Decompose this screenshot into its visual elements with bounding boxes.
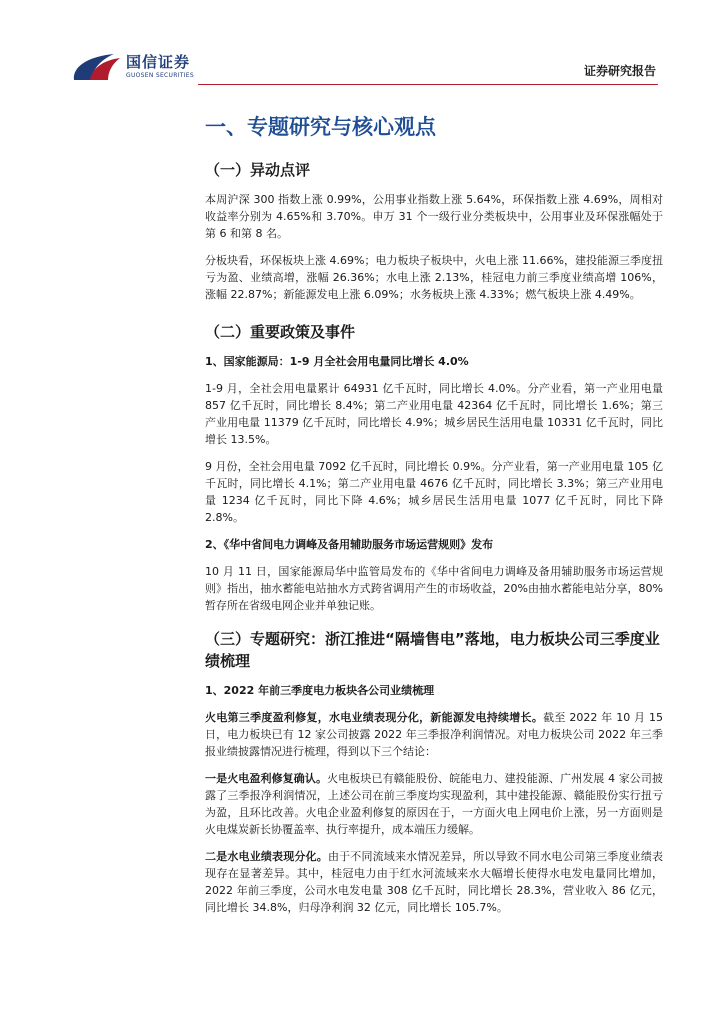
logo-name-cn: 国信证券	[126, 53, 191, 71]
header-divider	[198, 84, 658, 85]
main-title: 一、专题研究与核心观点	[205, 115, 436, 139]
paragraph: 1-9 月，全社会用电量累计 64931 亿千瓦时，同比增长 4.0%。分产业看，第一产业用电量 857 亿千瓦时，同比增长 8.4%；第二产业用电量 42364 亿千瓦时，同比增长 1.6%；第三产业用电量 11379 亿千瓦时，同比增长 4.9%；城乡居民生活用电量 10331 亿千瓦时，同比增长 13.5%。	[205, 382, 663, 446]
key-point: 二是水电业绩表现分化。	[205, 850, 328, 863]
key-point: 一是火电盈利修复确认。	[205, 772, 328, 785]
section-title-anomaly-review: （一）异动点评	[205, 161, 311, 179]
paragraph: 10 月 11 日，国家能源局华中监管局发布的《华中省间电力调峰及备用辅助服务市场运营规则》指出，抽水蓄能电站抽水方式跨省调用产生的市场收益，20%由抽水蓄能电站分享，80%暂存所在省级电网企业并单独记账。	[205, 565, 663, 612]
subsection-title: 1、国家能源局：1-9 月全社会用电量同比增长 4.0%	[205, 355, 469, 368]
company-logo	[70, 50, 200, 86]
paragraph: 本周沪深 300 指数上涨 0.99%，公用事业指数上涨 5.64%，环保指数上涨 4.69%，周相对收益率分别为 4.65%和 3.70%。申万 31 个一级行业分类板块中，公用事业及环保涨幅处于第 6 和第 8 名。	[205, 193, 663, 240]
paragraph-text: 由于不同流域来水情况差异，所以导致不同水电公司第三季度业绩表现存在显著差异。其中，桂冠电力由于红水河流域来水大幅增长使得水电发电量同比增加，2022 年前三季度，公司水电发电量 308 亿千瓦时，同比增长 28.3%，营业收入 86 亿元，同比增长 34.8%，归母净利润 32 亿元，同比增长 105.7%。	[205, 850, 664, 914]
paragraph: 9 月份，全社会用电量 7092 亿千瓦时，同比增长 0.9%。分产业看，第一产业用电量 105 亿千瓦时，同比增长 4.1%；第二产业用电量 4676 亿千瓦时，同比增长 3.3%；第三产业用电量 1234 亿千瓦时，同比下降 4.6%；城乡居民生活用电量 1077 亿千瓦时，同比下降 2.8%。	[205, 460, 663, 524]
subsection-title: 2、《华中省间电力调峰及备用辅助服务市场运营规则》发布	[205, 538, 494, 551]
paragraph-text: 火电板块已有赣能股份、皖能电力、建投能源、广州发展 4 家公司披露了三季报净利润情况，上述公司在前三季度均实现盈利，其中建投能源、赣能股份实行扭亏为盈，且环比改善。火电企业盈利修复的原因在于，一方面火电上网电价上涨，另一方面则是火电煤炭新长协覆盖率、执行率提升，成本端压力缓解。	[205, 772, 663, 836]
paragraph: 分板块看，环保板块上涨 4.69%；电力板块子板块中，火电上涨 11.66%，建投能源三季度扭亏为盈、业绩高增，涨幅 26.36%；水电上涨 2.13%，桂冠电力前三季度业绩高增 106%，涨幅 22.87%；新能源发电上涨 6.09%；水务板块上涨 4.33%；燃气板块上涨 4.49%。	[205, 254, 663, 301]
subsection-title: 1、2022 年前三季度电力板块各公司业绩梳理	[205, 684, 435, 697]
report-type-label: 证券研究报告	[583, 64, 656, 78]
logo-mark-icon	[70, 50, 124, 84]
paragraph	[205, 848, 663, 916]
report-body	[205, 112, 663, 926]
page-header	[0, 0, 724, 90]
logo-name-en: GUOSEN SECURITIES	[126, 72, 195, 79]
section-title-policy-events: （二）重要政策及事件	[205, 323, 356, 341]
section-title-special-research: （三）专题研究：浙江推进“隔墙售电”落地，电力板块公司三季度业绩梳理	[205, 630, 660, 670]
paragraph	[205, 770, 663, 838]
key-point: 火电第三季度盈利修复，水电业绩表现分化，新能源发电持续增长。	[205, 711, 544, 724]
paragraph-text: 截至 2022 年 10 月 15 日，电力板块已有 12 家公司披露 2022 年三季报净利润情况。对电力板块公司 2022 年三季报业绩披露情况进行梳理，得到以下三个结论：	[205, 711, 663, 758]
paragraph	[205, 709, 663, 760]
